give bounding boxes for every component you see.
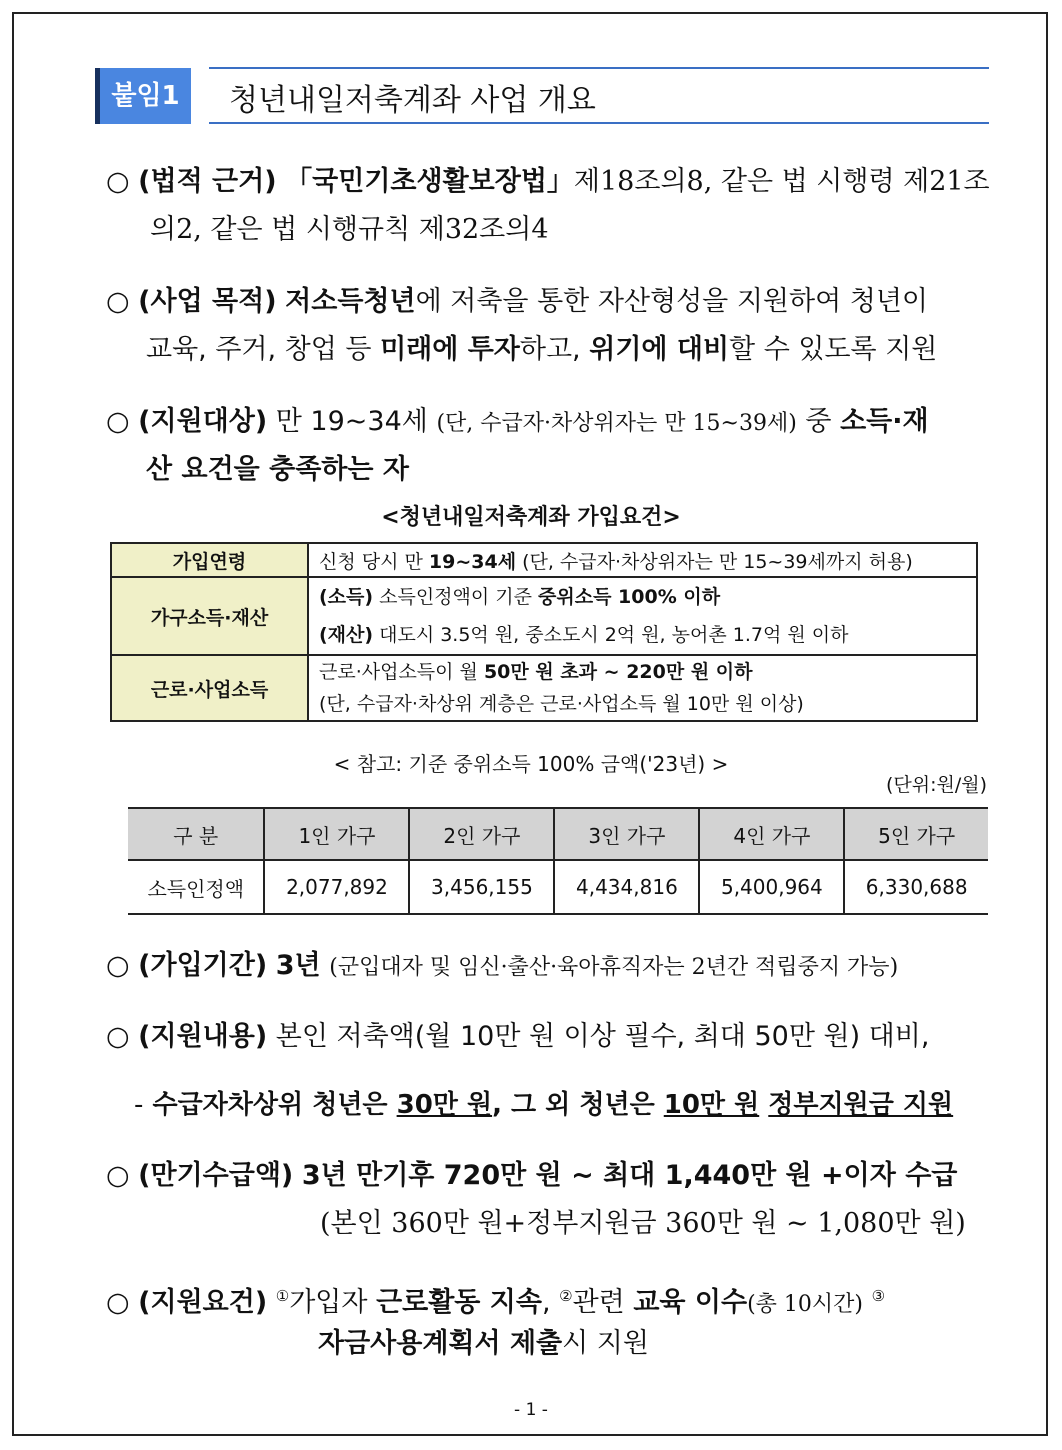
period-label: (가입기간) [138, 950, 268, 981]
purpose-target: 저소득청년 [285, 286, 416, 317]
income-table [128, 807, 988, 915]
table-row: 가입연령 신청 당시 만 19~34세 (단, 수급자·차상위자는 만 15~39세까지 허용) [111, 543, 977, 577]
support-text: 본인 저축액(월 10만 원 이상 필수, 최대 50만 원) 대비, [275, 1021, 930, 1052]
section-title-box [209, 67, 989, 124]
table-row: 소득인정액 2,077,892 3,456,155 4,434,816 5,400,964 6,330,688 [128, 860, 988, 914]
income-table-unit: (단위:원/월) [885, 774, 987, 796]
period-note: (군입대자 및 임신·출산·육아휴직자는 2년간 적립중지 가능) [329, 955, 899, 980]
purpose-line2: 교육, 주거, 창업 등 미래에 투자하고, 위기에 대비할 수 있도록 지원 [146, 334, 938, 365]
target-age: 만 19~34세 [275, 406, 428, 437]
req-table-caption: <청년내일저축계좌 가입요건> [381, 505, 681, 530]
legal-label: (법적 근거) [138, 166, 277, 197]
legal-law: 「국민기초생활보장법」 [285, 166, 574, 197]
purpose-line1: ○ (사업 목적) 저소득청년에 저축을 통한 자산형성을 지원하여 청년이 [106, 286, 928, 317]
target-label: (지원대상) [138, 406, 268, 437]
table-row: 가구소득·재산 (소득) 소득인정액이 기준 중위소득 100% 이하 (재산) 대도시 3.5억 원, 중소도시 2억 원, 농어촌 1.7억 원 이하 [111, 577, 977, 655]
income-table-caption: < 참고: 기준 중위소득 100% 금액('23년) > [333, 752, 729, 776]
target-line1: ○ (지원대상) 만 19~34세 (단, 수급자·차상위자는 만 15~39세) 중 소득·재 [106, 406, 929, 437]
table-header-row: 구 분 1인 가구 2인 가구 3인 가구 4인 가구 5인 가구 [128, 808, 988, 860]
purpose-label: (사업 목적) [138, 286, 277, 317]
requirements-table [110, 542, 978, 722]
maturity-text: 3년 만기후 720만 원 ~ 최대 1,440만 원 +이자 수급 [301, 1160, 958, 1191]
legal-line2: 의2, 같은 법 시행규칙 제32조의4 [150, 214, 549, 245]
section-badge: 붙임1 [95, 68, 191, 124]
condition-label: (지원요건) [138, 1287, 268, 1318]
maturity-label: (만기수급액) [138, 1160, 294, 1191]
period-value: 3년 [275, 950, 321, 981]
support-label: (지원내용) [138, 1021, 268, 1052]
page-number: - 1 - [514, 1400, 548, 1420]
legal-text: 제18조의8, 같은 법 시행령 제21조 [573, 166, 990, 197]
support-sub: - 수급자차상위 청년은 30만 원, 그 외 청년은 10만 원 정부지원금 지원 [134, 1090, 954, 1120]
target-line2: 산 요건을 충족하는 자 [146, 454, 409, 485]
section-title: 청년내일저축계좌 사업 개요 [229, 83, 596, 118]
legal-line1: ○ (법적 근거) 「국민기초생활보장법」제18조의8, 같은 법 시행령 제21조 [106, 166, 990, 197]
maturity-line2: (본인 360만 원+정부지원금 360만 원 ~ 1,080만 원) [320, 1208, 966, 1239]
table-row: 근로·사업소득 근로·사업소득이 월 50만 원 초과 ~ 220만 원 이하 (단, 수급자·차상위 계층은 근로·사업소득 월 10만 원 이상) [111, 655, 977, 721]
target-note: (단, 수급자·차상위자는 만 15~39세) [436, 411, 797, 436]
